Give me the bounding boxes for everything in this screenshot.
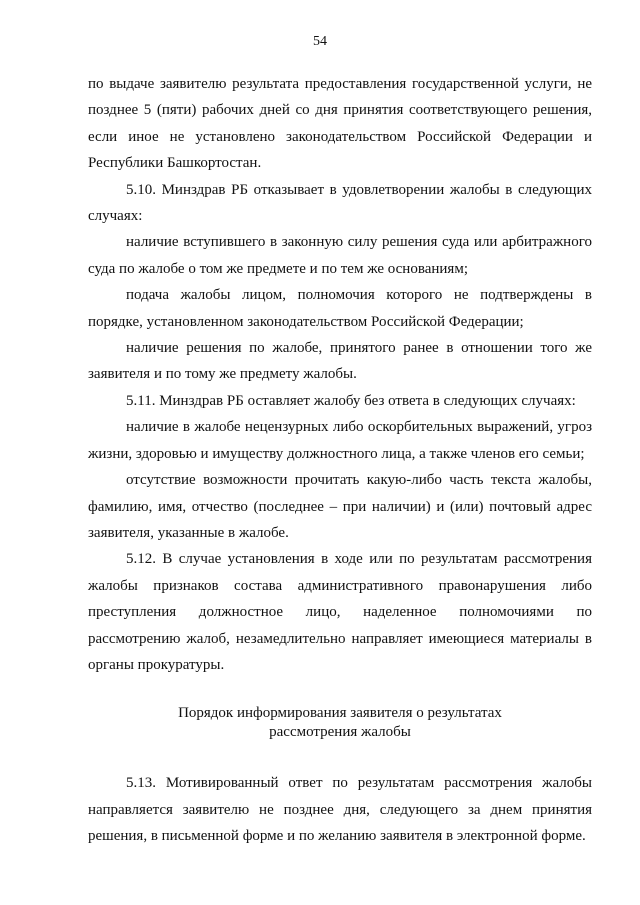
paragraph-continuation: по выдаче заявителю результата предоставления государственной услуги, не позднее 5 (пяти) рабочих дней со дня принятия соответствующего решения, если иное не установлено законодательством Российской Федерации и Республики Башкортостан. bbox=[88, 76, 592, 172]
paragraph-5-10: 5.10. Минздрав РБ отказывает в удовлетворении жалобы в следующих случаях: bbox=[88, 181, 592, 225]
section-heading-line-2: рассмотрения жалобы bbox=[269, 724, 411, 741]
document-body bbox=[88, 71, 592, 850]
paragraph-unreadable-text: отсутствие возможности прочитать какую-либо часть текста жалобы, фамилию, имя, отчество (последнее – при наличии) и (или) почтовый адрес заявителя, указанные в жалобе. bbox=[88, 472, 592, 541]
paragraph-prior-decision: наличие решения по жалобе, принятого ранее в отношении того же заявителя и по тому же предмету жалобы. bbox=[88, 340, 592, 383]
page-number: 54 bbox=[313, 34, 327, 49]
paragraph-obscene-language: наличие в жалобе нецензурных либо оскорбительных выражений, угроз жизни, здоровью и имуществу должностного лица, а также членов его семьи; bbox=[88, 419, 592, 462]
paragraph-5-12: 5.12. В случае установления в ходе или по результатам рассмотрения жалобы признаков состава административного правонарушения либо преступления должностное лицо, наделенное полномочиями по рассмотрению жалоб, незамедлительно направляет имеющиеся материалы в органы прокуратуры. bbox=[88, 551, 592, 673]
paragraph-unauthorized-person: подача жалобы лицом, полномочия которого не подтверждены в порядке, установленном законодательством Российской Федерации; bbox=[88, 287, 592, 330]
paragraph-court-decision: наличие вступившего в законную силу решения суда или арбитражного суда по жалобе о том же предмете и по тем же основаниям; bbox=[88, 234, 592, 277]
paragraph-5-11: 5.11. Минздрав РБ оставляет жалобу без ответа в следующих случаях: bbox=[126, 392, 576, 409]
section-heading bbox=[88, 704, 592, 742]
section-heading-line-1: Порядок информирования заявителя о результатах bbox=[178, 705, 502, 722]
paragraph-5-13: 5.13. Мотивированный ответ по результатам рассмотрения жалобы направляется заявителю не позднее дня, следующего за днем принятия решения, в письменной форме и по желанию заявителя в электронной форме. bbox=[88, 775, 592, 845]
